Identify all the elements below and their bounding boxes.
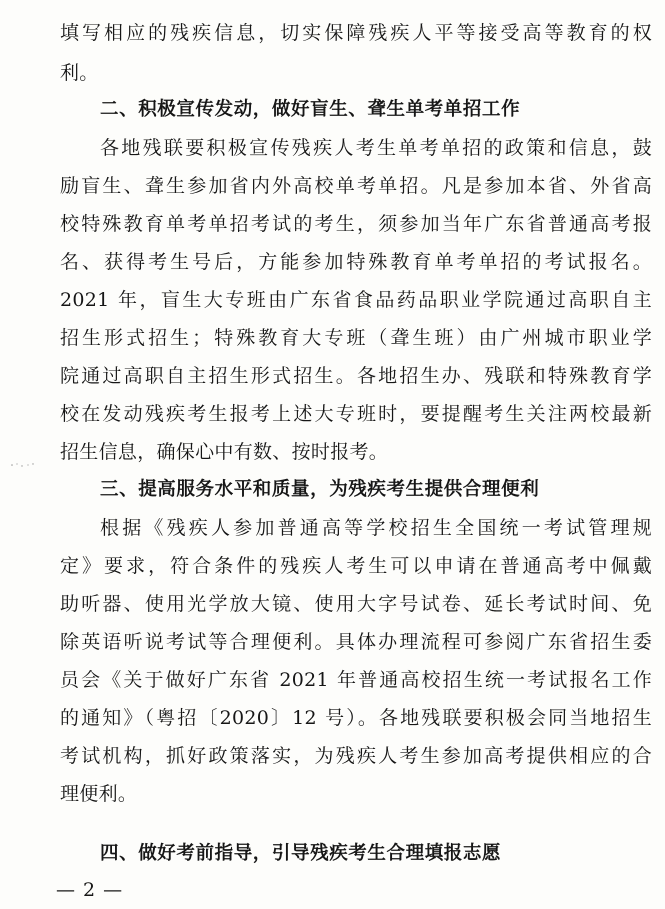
paragraph-line: 填写相应的残疾信息，切实保障残疾人平等接受高等教育的权	[60, 22, 652, 44]
paragraph-line: 院通过高职自主招生形式招生。各地招生办、残联和特殊教育学	[60, 365, 652, 387]
scan-speck	[10, 462, 36, 468]
section-heading-2: 二、积极宣传发动，做好盲生、聋生单考单招工作	[100, 99, 521, 120]
paragraph-line: 定》要求，符合条件的残疾人考生可以申请在普通高考中佩戴	[60, 555, 652, 577]
paragraph-line: 各地残联要积极宣传残疾人考生单考单招的政策和信息，鼓	[100, 137, 652, 159]
paragraph-line: 利。	[60, 62, 99, 84]
paragraph-line: 考试机构，抓好政策落实，为残疾人考生参加高考提供相应的合	[60, 745, 652, 767]
section-heading-3: 三、提高服务水平和质量，为残疾考生提供合理便利	[100, 479, 540, 500]
section-heading-4: 四、做好考前指导，引导残疾考生合理填报志愿	[100, 843, 502, 864]
paragraph-line: 校在发动残疾考生报考上述大专班时，要提醒考生关注两校最新	[60, 403, 652, 425]
paragraph-line: 助听器、使用光学放大镜、使用大字号试卷、延长考试时间、免	[60, 593, 652, 615]
page-number: — 2 —	[56, 879, 124, 901]
paragraph-line: 除英语听说考试等合理便利。具体办理流程可参阅广东省招生委	[60, 631, 652, 653]
paragraph-line: 招生形式招生；特殊教育大专班（聋生班）由广州城市职业学	[60, 327, 652, 349]
paragraph-line: 名、获得考生号后，方能参加特殊教育单考单招的考试报名。	[60, 251, 652, 273]
paragraph-line: 励盲生、聋生参加省内外高校单考单招。凡是参加本省、外省高	[60, 175, 652, 197]
paragraph-line: 根据《残疾人参加普通高等学校招生全国统一考试管理规	[100, 517, 652, 539]
paragraph-line: 招生信息，确保心中有数、按时报考。	[60, 441, 389, 463]
paragraph-line: 校特殊教育单考单招考试的考生，须参加当年广东省普通高考报	[60, 213, 652, 235]
paragraph-line: 的通知》（粤招〔2020〕12 号）。各地残联要积极会同当地招生	[60, 707, 652, 729]
paragraph-line: 员会《关于做好广东省 2021 年普通高校招生统一考试报名工作	[60, 669, 652, 691]
paragraph-line: 2021 年，盲生大专班由广东省食品药品职业学院通过高职自主	[60, 289, 652, 311]
paragraph-line: 理便利。	[60, 783, 138, 805]
